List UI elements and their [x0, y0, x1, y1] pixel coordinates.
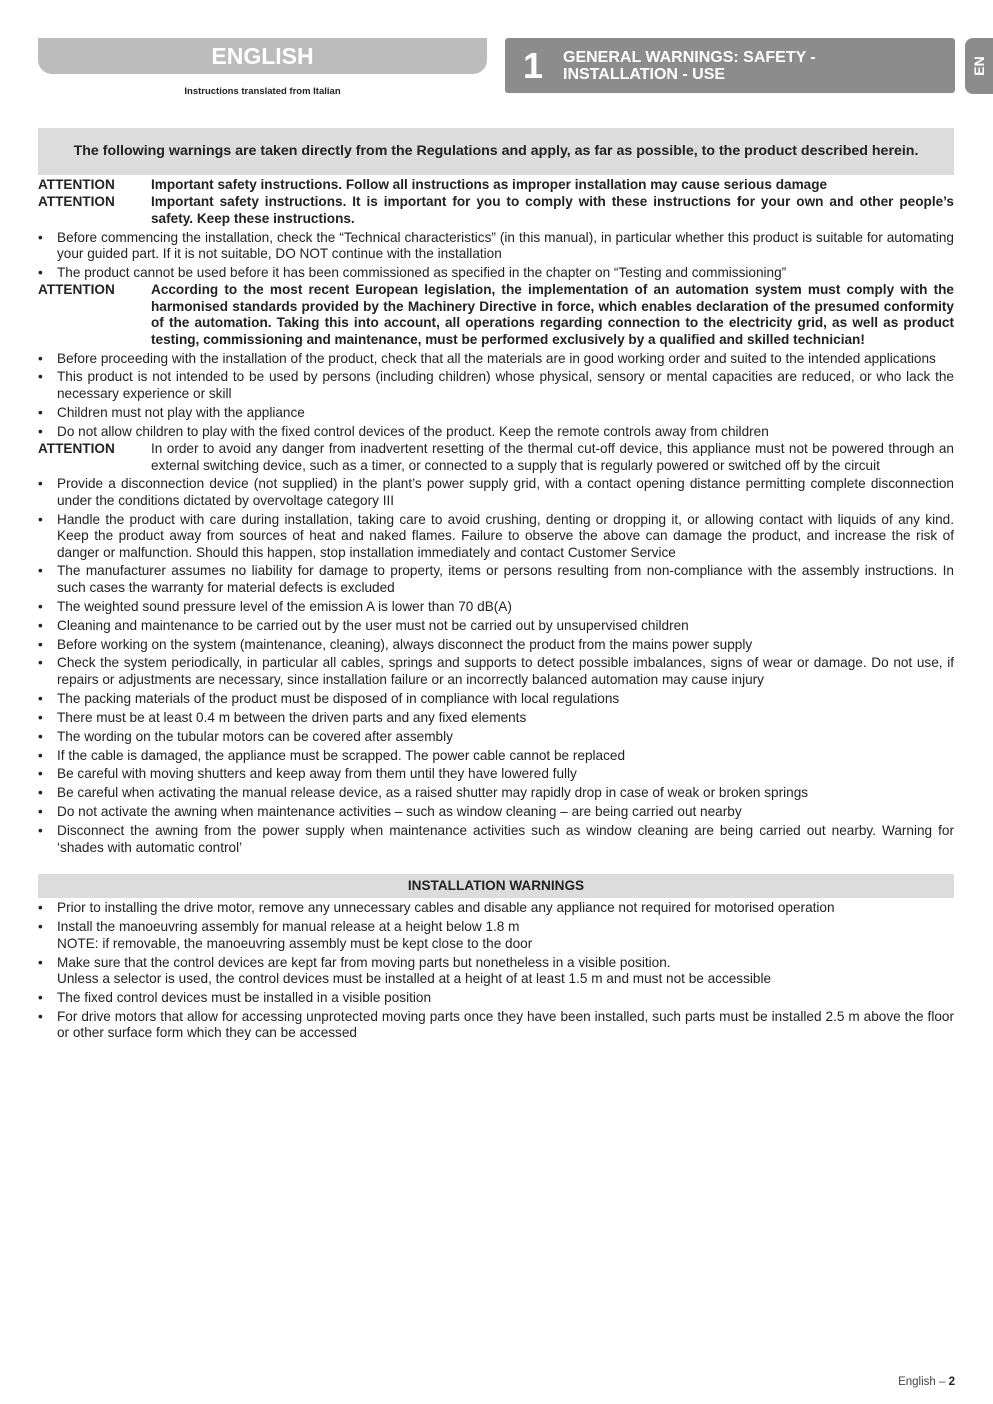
- bullet-text: The weighted sound pressure level of the emission A is lower than 70 dB(A): [57, 598, 512, 614]
- bullet-glyph: •: [38, 476, 43, 492]
- bullet-text: This product is not intended to be used by persons (including children) whose physical, sensory or mental capacities are reduced, or who lack the necessary experience or skill: [57, 369, 954, 401]
- bullet-glyph: •: [38, 747, 43, 763]
- bullet-text: The product cannot be used before it has been commissioned as specified in the chapter on “Testing and commissioning”: [57, 265, 787, 281]
- bullet-item: [38, 655, 954, 688]
- bullet-text: Children must not play with the appliance: [57, 404, 305, 420]
- bullet-item: [38, 990, 954, 1006]
- bullet-glyph: •: [38, 766, 43, 782]
- bullet-text: Make sure that the control devices are kept far from moving parts but nonetheless in a visible position.: [57, 954, 671, 970]
- bullet-glyph: •: [38, 989, 43, 1005]
- bullet-glyph: •: [38, 563, 43, 579]
- bullet-item: [38, 351, 954, 367]
- bullet-item: [38, 424, 954, 440]
- bullet-glyph: •: [38, 350, 43, 366]
- bullet-text: The manufacturer assumes no liability for damage to property, items or persons resulting from non-compliance with the assembly instructions. In such cases the warranty for material defects is excluded: [57, 563, 954, 595]
- bullet-text: Handle the product with care during installation, taking care to avoid crushing, denting or dropping it, or allowing contact with liquids of any kind. Keep the product away from sources of heat and naked flames. Failure to observe the above can damage the product, and increase the risk of danger or malfunction. Should this happen, stop installation immediately and contact Customer Service: [57, 511, 954, 560]
- bullet-glyph: •: [38, 265, 43, 281]
- bullet-text: Disconnect the awning from the power supply when maintenance activities such as window cleaning are being carried out nearby. Warning for ‘shades with automatic control’: [57, 823, 954, 855]
- attention-label: ATTENTION: [38, 441, 115, 457]
- language-banner: ENGLISH: [38, 38, 487, 74]
- bullet-item: [38, 637, 954, 653]
- page-number: 2: [948, 1376, 955, 1388]
- attention-label: ATTENTION: [38, 282, 115, 298]
- bullet-note: Unless a selector is used, the control devices must be installed at a height of at least 1.5 m and must not be accessible: [57, 971, 772, 987]
- bullet-text: The wording on the tubular motors can be covered after assembly: [57, 728, 453, 744]
- bullet-glyph: •: [38, 690, 43, 706]
- chapter-title: [563, 49, 816, 83]
- bullet-text: Check the system periodically, in particular all cables, springs and supports to detect possible imbalances, signs of wear or damage. Do not use, if repairs or adjustments are necessary, since installation failure or an incorrectly balanced automation may cause injury: [57, 655, 954, 687]
- bullet-item: [38, 599, 954, 615]
- attention-item: [38, 177, 954, 193]
- warnings-content: [38, 176, 954, 1042]
- bullet-text: If the cable is damaged, the appliance must be scrapped. The power cable cannot be replaced: [57, 747, 626, 763]
- bullet-text: Prior to installing the drive motor, remove any unnecessary cables and disable any appliance not required for motorised operation: [57, 900, 835, 916]
- bullet-glyph: •: [38, 369, 43, 385]
- bullet-glyph: •: [38, 785, 43, 801]
- attention-text: According to the most recent European legislation, the implementation of an automation system must comply with the harmonised standards provided by the Machinery Directive in force, which enables declaration of the presumed conformity of the automation. Taking this into account, all operations regarding connection to the electricity grid, as well as product testing, commissioning and maintenance, must be performed exclusively by a qualified and skilled technician!: [151, 282, 954, 347]
- bullet-item: [38, 369, 954, 402]
- bullet-glyph: •: [38, 709, 43, 725]
- bullet-item: [38, 766, 954, 782]
- bullet-glyph: •: [38, 404, 43, 420]
- bullet-item: [38, 955, 954, 988]
- bullet-text: Be careful when activating the manual release device, as a raised shutter may rapidly drop in case of weak or broken springs: [57, 785, 809, 801]
- chapter-number: 1: [523, 45, 544, 86]
- bullet-item: [38, 512, 954, 561]
- bullet-glyph: •: [38, 636, 43, 652]
- intro-box: The following warnings are taken directly from the Regulations and apply, as far as possible, to the product described herein.: [38, 128, 954, 175]
- bullet-glyph: •: [38, 954, 43, 970]
- bullet-item: [38, 729, 954, 745]
- bullet-item: [38, 563, 954, 596]
- bullet-text: Provide a disconnection device (not supplied) in the plant’s power supply grid, with a contact opening distance permitting complete disconnection under the conditions dictated by overvoltage category III: [57, 476, 954, 508]
- bullet-text: Do not activate the awning when maintenance activities – such as window cleaning – are being carried out nearby: [57, 804, 742, 820]
- bullet-glyph: •: [38, 900, 43, 916]
- bullet-item: [38, 919, 954, 952]
- bullet-item: [38, 405, 954, 421]
- bullet-glyph: •: [38, 919, 43, 935]
- bullet-text: Be careful with moving shutters and keep away from them until they have lowered fully: [57, 766, 577, 782]
- bullet-text: Do not allow children to play with the fixed control devices of the product. Keep the remote controls away from children: [57, 423, 769, 439]
- bullet-item: [38, 785, 954, 801]
- bullet-note: NOTE: if removable, the manoeuvring assembly must be kept close to the door: [57, 935, 533, 951]
- bullet-glyph: •: [38, 655, 43, 671]
- bullet-item: [38, 230, 954, 263]
- chapter-title-line-2: INSTALLATION - USE: [563, 66, 726, 83]
- language-tab[interactable]: [965, 38, 993, 94]
- bullet-item: [38, 900, 954, 916]
- footer-label: English –: [898, 1376, 946, 1388]
- bullet-item: [38, 1009, 954, 1042]
- attention-text: In order to avoid any danger from inadvertent resetting of the thermal cut-off device, this appliance must not be powered through an external switching device, such as a timer, or connected to a supply that is regularly powered or switched off by the circuit: [151, 441, 954, 473]
- bullet-text: Cleaning and maintenance to be carried out by the user must not be carried out by unsupervised children: [57, 617, 689, 633]
- bullet-text: For drive motors that allow for accessing unprotected moving parts once they have been installed, such parts must be installed 2.5 m above the floor or other surface form which they can be accessed: [57, 1008, 954, 1041]
- bullet-text: Before commencing the installation, check the “Technical characteristics” (in this manual), in particular whether this product is suitable for automating your guided part. If it is not suitable, DO NOT continue with the installation: [57, 229, 954, 262]
- bullet-item: [38, 748, 954, 764]
- chapter-title-line-1: GENERAL WARNINGS: SAFETY -: [563, 49, 816, 66]
- bullet-item: [38, 476, 954, 509]
- bullet-glyph: •: [38, 598, 43, 614]
- attention-label: ATTENTION: [38, 194, 115, 210]
- bullet-item: [38, 618, 954, 634]
- attention-text: Important safety instructions. It is important for you to comply with these instructions for your own and other people’s safety. Keep these instructions.: [151, 194, 954, 226]
- bullet-text: Before working on the system (maintenance, cleaning), always disconnect the product from the mains power supply: [57, 636, 753, 652]
- chapter-banner: [505, 38, 955, 93]
- attention-item: [38, 282, 954, 348]
- bullet-item: [38, 823, 954, 856]
- attention-text: Important safety instructions. Follow all instructions as improper installation may cause serious damage: [151, 177, 828, 192]
- bullet-item: [38, 804, 954, 820]
- bullet-glyph: •: [38, 229, 43, 245]
- bullet-glyph: •: [38, 423, 43, 439]
- bullet-glyph: •: [38, 804, 43, 820]
- bullet-text: The packing materials of the product must be disposed of in compliance with local regulations: [57, 690, 620, 706]
- bullet-glyph: •: [38, 823, 43, 839]
- attention-item: [38, 194, 954, 227]
- bullet-item: [38, 710, 954, 726]
- bullet-text: Install the manoeuvring assembly for manual release at a height below 1.8 m: [57, 919, 520, 935]
- bullet-item: [38, 265, 954, 281]
- bullet-glyph: •: [38, 728, 43, 744]
- installation-warnings-heading: INSTALLATION WARNINGS: [38, 874, 954, 898]
- page-footer: [898, 1374, 955, 1390]
- bullet-item: [38, 691, 954, 707]
- bullet-glyph: •: [38, 511, 43, 527]
- bullet-glyph: •: [38, 617, 43, 633]
- bullet-glyph: •: [38, 1008, 43, 1024]
- bullet-text: The fixed control devices must be installed in a visible position: [57, 989, 432, 1005]
- bullet-text: Before proceeding with the installation of the product, check that all the materials are in good working order and suited to the intended applications: [57, 350, 936, 366]
- translation-note: Instructions translated from Italian: [184, 86, 341, 97]
- bullet-text: There must be at least 0.4 m between the driven parts and any fixed elements: [57, 709, 527, 725]
- attention-label: ATTENTION: [38, 177, 115, 192]
- language-tab-label: EN: [970, 56, 987, 76]
- attention-item: [38, 441, 954, 474]
